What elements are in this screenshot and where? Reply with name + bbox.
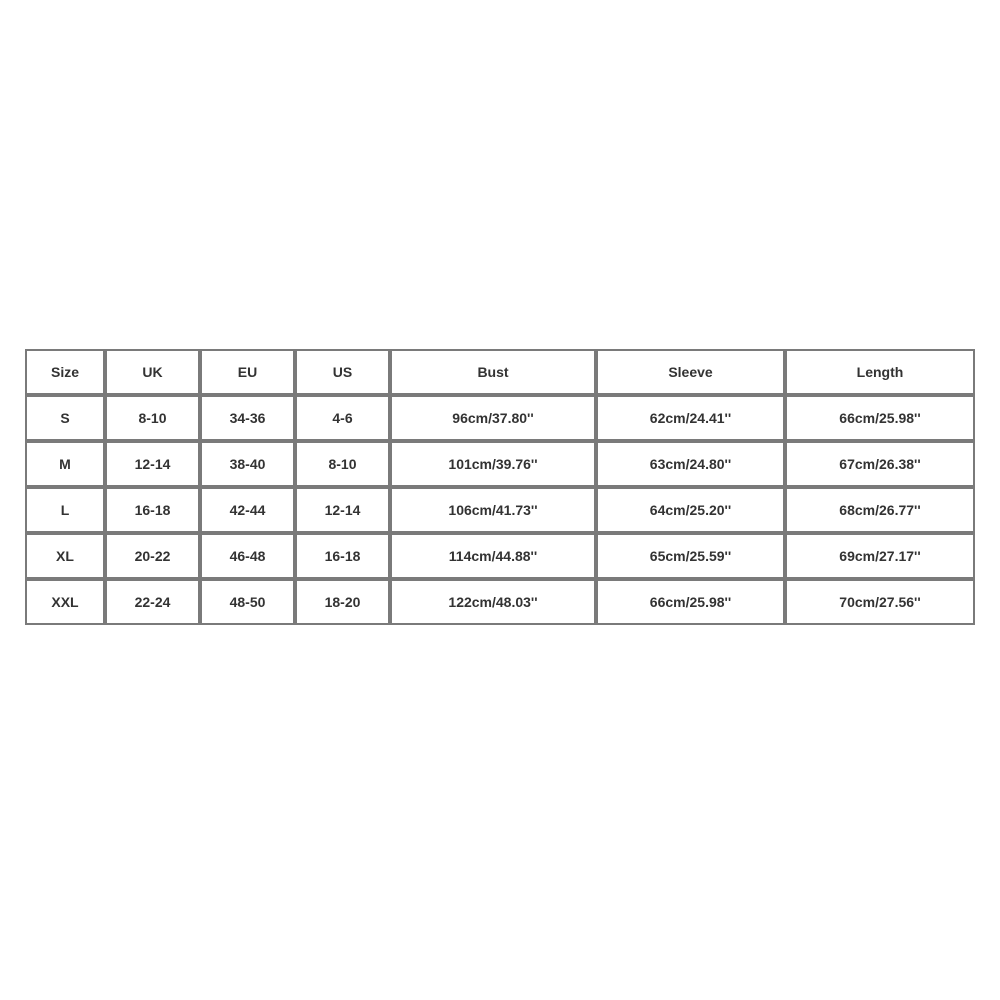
table-cell-uk: 12-14 xyxy=(105,441,200,487)
table-cell-us: 16-18 xyxy=(295,533,390,579)
table-cell-us: 8-10 xyxy=(295,441,390,487)
table-cell-bust: 122cm/48.03'' xyxy=(390,579,596,625)
table-row xyxy=(25,579,975,625)
table-cell-uk: 8-10 xyxy=(105,395,200,441)
table-cell-eu: 38-40 xyxy=(200,441,295,487)
table-cell-length: 67cm/26.38'' xyxy=(785,441,975,487)
table-cell-bust: 101cm/39.76'' xyxy=(390,441,596,487)
table-cell-sleeve: 64cm/25.20'' xyxy=(596,487,785,533)
table-cell-uk: 20-22 xyxy=(105,533,200,579)
table-cell-size: L xyxy=(25,487,105,533)
table-cell-length: 70cm/27.56'' xyxy=(785,579,975,625)
table-row xyxy=(25,533,975,579)
table-cell-us: 18-20 xyxy=(295,579,390,625)
table-cell-us: 4-6 xyxy=(295,395,390,441)
table-cell-size: XL xyxy=(25,533,105,579)
table-cell-eu: 46-48 xyxy=(200,533,295,579)
header-cell-bust: Bust xyxy=(390,349,596,395)
table-cell-length: 69cm/27.17'' xyxy=(785,533,975,579)
table-cell-bust: 106cm/41.73'' xyxy=(390,487,596,533)
table-cell-us: 12-14 xyxy=(295,487,390,533)
table-cell-bust: 96cm/37.80'' xyxy=(390,395,596,441)
header-cell-us: US xyxy=(295,349,390,395)
table-cell-eu: 42-44 xyxy=(200,487,295,533)
table-cell-size: XXL xyxy=(25,579,105,625)
header-cell-size: Size xyxy=(25,349,105,395)
table-cell-eu: 48-50 xyxy=(200,579,295,625)
header-cell-uk: UK xyxy=(105,349,200,395)
table-cell-size: S xyxy=(25,395,105,441)
table-cell-sleeve: 66cm/25.98'' xyxy=(596,579,785,625)
header-cell-sleeve: Sleeve xyxy=(596,349,785,395)
table-cell-length: 66cm/25.98'' xyxy=(785,395,975,441)
table-row xyxy=(25,487,975,533)
table-cell-sleeve: 63cm/24.80'' xyxy=(596,441,785,487)
table-cell-sleeve: 65cm/25.59'' xyxy=(596,533,785,579)
size-chart-table xyxy=(25,349,975,625)
table-row xyxy=(25,395,975,441)
table-cell-uk: 16-18 xyxy=(105,487,200,533)
header-cell-length: Length xyxy=(785,349,975,395)
header-cell-eu: EU xyxy=(200,349,295,395)
table-cell-uk: 22-24 xyxy=(105,579,200,625)
table-cell-bust: 114cm/44.88'' xyxy=(390,533,596,579)
table-cell-length: 68cm/26.77'' xyxy=(785,487,975,533)
table-cell-sleeve: 62cm/24.41'' xyxy=(596,395,785,441)
table-row xyxy=(25,441,975,487)
table-header-row xyxy=(25,349,975,395)
table-cell-eu: 34-36 xyxy=(200,395,295,441)
table-cell-size: M xyxy=(25,441,105,487)
